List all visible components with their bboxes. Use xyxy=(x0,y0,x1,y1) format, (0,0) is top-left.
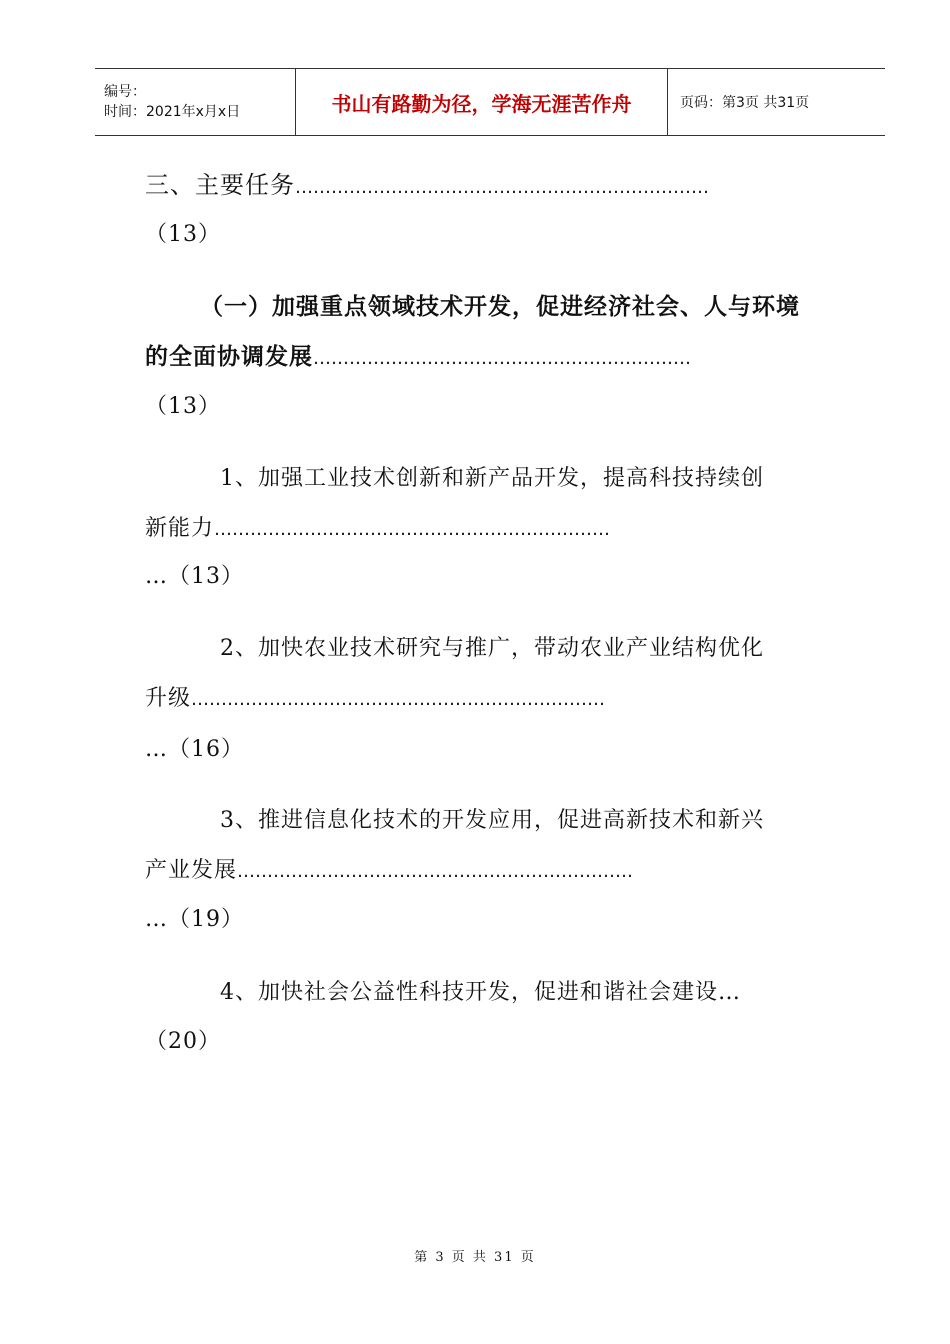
toc-section-page: （13） xyxy=(145,222,221,247)
toc-item-4-line1: 4、加快社会公益性科技开发，促进和谐社会建设… xyxy=(220,980,741,1005)
header-page-info: 页码：第3页 共31页 xyxy=(680,95,810,111)
toc-item-2 xyxy=(145,684,605,715)
toc-item-1-page: …（13） xyxy=(145,564,244,589)
document-time-label: 时间：2021年x月x日 xyxy=(104,104,241,120)
toc-item-4-page: （20） xyxy=(145,1029,221,1054)
document-header xyxy=(95,68,885,136)
toc-item-3-line1: 3、推进信息化技术的开发应用，促进高新技术和新兴 xyxy=(220,808,764,833)
toc-item-3 xyxy=(145,856,633,887)
toc-leader-dots: ………………………………………………………… xyxy=(214,519,611,540)
toc-leader-dots: ………………………………………………………… xyxy=(237,861,634,882)
footer-page-number: 第 3 页 共 31 页 xyxy=(414,1250,536,1265)
toc-item-1-line1: 1、加强工业技术创新和新产品开发，提高科技持续创 xyxy=(220,466,764,491)
document-number-label: 编号： xyxy=(104,84,146,100)
toc-item-2-line1: 2、加快农业技术研究与推广，带动农业产业结构优化 xyxy=(220,636,764,661)
toc-section-heading xyxy=(145,170,709,203)
header-motto: 书山有路勤为径，学海无涯苦作舟 xyxy=(296,69,668,135)
toc-subsection-heading xyxy=(145,342,691,374)
toc-item-1 xyxy=(145,514,610,545)
toc-leader-dots: ……………………………………………………… xyxy=(313,348,691,369)
toc-item-3-line2: 产业发展 xyxy=(145,858,238,883)
toc-item-2-line2: 升级 xyxy=(145,686,192,711)
toc-subsection-title-line1: （一）加强重点领域技术开发，促进经济社会、人与环境 xyxy=(200,294,800,320)
toc-section-title: 三、主要任务 xyxy=(145,171,295,199)
toc-leader-dots: …………………………………………………………… xyxy=(191,689,606,710)
toc-item-1-line2: 新能力 xyxy=(145,516,215,541)
toc-leader-dots: …………………………………………………………… xyxy=(295,177,709,198)
toc-item-2-page: …（16） xyxy=(145,737,244,762)
toc-subsection-title-line2: 的全面协调发展 xyxy=(145,344,313,370)
toc-item-3-page: …（19） xyxy=(145,907,244,932)
header-meta xyxy=(95,69,296,135)
toc-subsection-page: （13） xyxy=(145,394,221,419)
